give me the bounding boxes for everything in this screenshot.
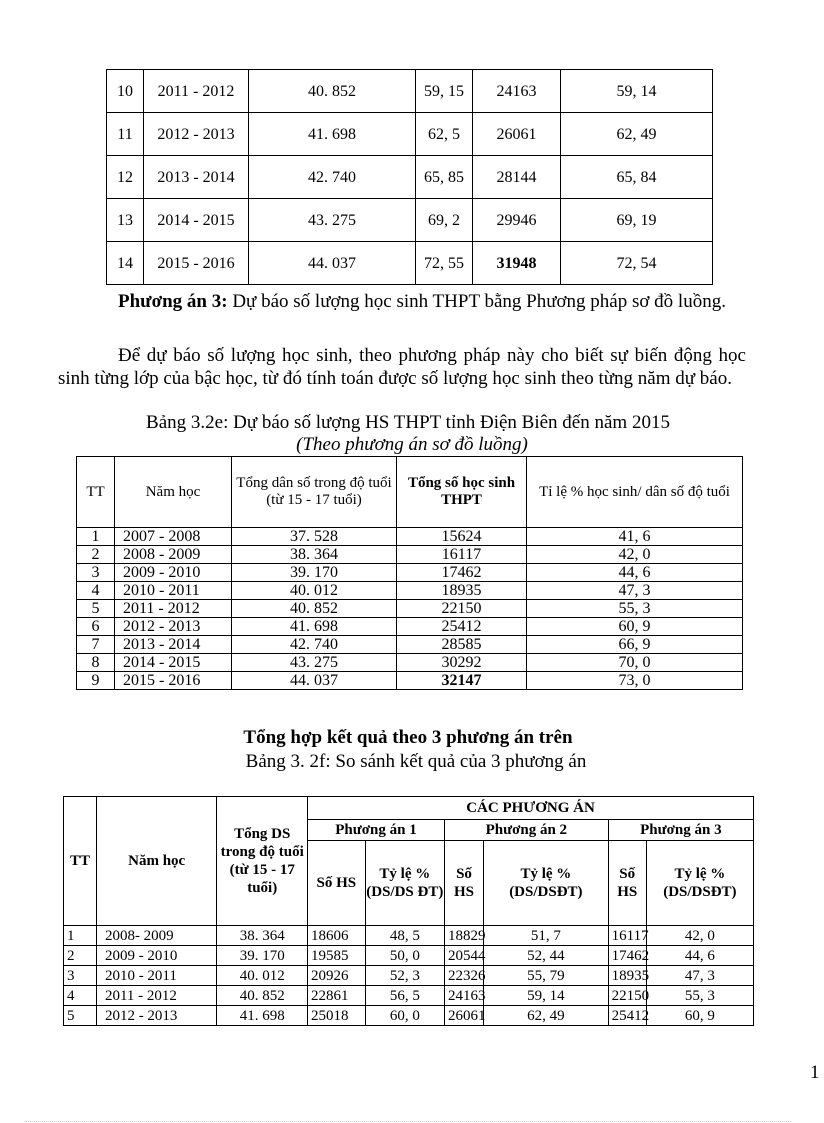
- table-row: [107, 113, 713, 156]
- table-cell: 5: [64, 1006, 97, 1026]
- table-row: [107, 70, 713, 113]
- table-cell: 55, 3: [527, 600, 743, 618]
- header-ti-le: Tỉ lệ % học sinh/ dân số độ tuổi: [527, 457, 743, 528]
- table-cell: 42. 740: [232, 636, 397, 654]
- table-cell: 44, 6: [646, 946, 753, 966]
- table-row: [77, 564, 743, 582]
- table-cell: 2012 - 2013: [115, 618, 232, 636]
- table-cell: 40. 012: [232, 582, 397, 600]
- header-so-hs-2: Số HS: [444, 841, 483, 926]
- table-cell: 41, 6: [527, 528, 743, 546]
- header-tong-ds: Tổng DS trong độ tuổi (từ 15 - 17 tuổi): [217, 797, 308, 926]
- header-nam-hoc: Năm học: [115, 457, 232, 528]
- table-cell: 40. 852: [249, 70, 416, 113]
- table-cell: 40. 852: [217, 986, 308, 1006]
- table-cell: 12: [107, 156, 144, 199]
- table-cell: 7: [77, 636, 115, 654]
- table-cell: 59, 14: [561, 70, 713, 113]
- table-cell: 60, 0: [365, 1006, 444, 1026]
- header-phuong-an-3: Phương án 3: [608, 820, 753, 841]
- table-cell: 55, 79: [484, 966, 609, 986]
- table-row: [77, 618, 743, 636]
- table-cell: 3: [77, 564, 115, 582]
- table-cell: 60, 9: [527, 618, 743, 636]
- table-cell: 26061: [473, 113, 561, 156]
- table-cell: 66, 9: [527, 636, 743, 654]
- header-nam-hoc: Năm học: [96, 797, 216, 926]
- page-number: 1: [810, 1062, 820, 1083]
- table-row: [107, 199, 713, 242]
- table-row: [107, 242, 713, 285]
- table-cell: 47, 3: [527, 582, 743, 600]
- table-cell: 69, 2: [416, 199, 473, 242]
- table-cell: 2008- 2009: [96, 926, 216, 946]
- table-cell: 43. 275: [249, 199, 416, 242]
- table-cell: 2007 - 2008: [115, 528, 232, 546]
- table-cell: 10: [107, 70, 144, 113]
- table-cell: 51, 7: [484, 926, 609, 946]
- table-cell: 62, 5: [416, 113, 473, 156]
- table-cell: 72, 55: [416, 242, 473, 285]
- table-cell: 6: [77, 618, 115, 636]
- table-cell: 8: [77, 654, 115, 672]
- table-cell: 1: [64, 926, 97, 946]
- header-tt: TT: [77, 457, 115, 528]
- table-cell: 73, 0: [527, 672, 743, 690]
- table-cell: 2010 - 2011: [115, 582, 232, 600]
- table-cell: 18935: [397, 582, 527, 600]
- table-cell: 2011 - 2012: [115, 600, 232, 618]
- page-bottom-divider: [25, 1121, 791, 1122]
- table-cell: 2013 - 2014: [115, 636, 232, 654]
- table-row: [77, 600, 743, 618]
- table-cell: 19585: [308, 946, 366, 966]
- table-row: [64, 986, 754, 1006]
- table-row: [77, 582, 743, 600]
- table2-subcaption: (Theo phương án sơ đồ luồng): [296, 434, 528, 455]
- table-cell: 42, 0: [527, 546, 743, 564]
- table-cell: 2012 - 2013: [144, 113, 249, 156]
- table-row: [77, 654, 743, 672]
- table-cell: 59, 14: [484, 986, 609, 1006]
- table-cell: 2011 - 2012: [96, 986, 216, 1006]
- table-cell: 22326: [444, 966, 483, 986]
- table-cell: 4: [77, 582, 115, 600]
- table-cell: 30292: [397, 654, 527, 672]
- table-cell: 44. 037: [232, 672, 397, 690]
- table-cell: 42. 740: [249, 156, 416, 199]
- table-cell: 39. 170: [232, 564, 397, 582]
- table-cell: 2013 - 2014: [144, 156, 249, 199]
- header-tong-so-hoc-sinh: Tổng số học sinh THPT: [397, 457, 527, 528]
- method3-label: Phương án 3:: [118, 291, 228, 312]
- header-cac-phuong-an: CÁC PHƯƠNG ÁN: [308, 797, 754, 820]
- table-cell: 65, 85: [416, 156, 473, 199]
- header-phuong-an-2: Phương án 2: [444, 820, 608, 841]
- table-cell: 16117: [397, 546, 527, 564]
- table-row: [77, 672, 743, 690]
- table-cell: 31948: [473, 242, 561, 285]
- table-cell: 9: [77, 672, 115, 690]
- table-cell: 2015 - 2016: [115, 672, 232, 690]
- table-cell: 26061: [444, 1006, 483, 1026]
- header-so-hs-3: Số HS: [608, 841, 646, 926]
- table-cell: 2012 - 2013: [96, 1006, 216, 1026]
- header-ty-le-2: Tỷ lệ % (DS/DSĐT): [484, 841, 609, 926]
- table-cell: 22150: [397, 600, 527, 618]
- table-cell: 55, 3: [646, 986, 753, 1006]
- table-cell: 39. 170: [217, 946, 308, 966]
- table-cell: 40. 852: [232, 600, 397, 618]
- table-cell: 18606: [308, 926, 366, 946]
- table-cell: 44, 6: [527, 564, 743, 582]
- table-cell: 47, 3: [646, 966, 753, 986]
- table-cell: 2010 - 2011: [96, 966, 216, 986]
- header-so-hs-1: Số HS: [308, 841, 366, 926]
- table-cell: 29946: [473, 199, 561, 242]
- summary-title: Tổng hợp kết quả theo 3 phương án trên: [243, 727, 573, 748]
- table-cell: 40. 012: [217, 966, 308, 986]
- table-cell: 37. 528: [232, 528, 397, 546]
- table-cell: 11: [107, 113, 144, 156]
- table-cell: 44. 037: [249, 242, 416, 285]
- table-cell: 16117: [608, 926, 646, 946]
- table-row: [64, 946, 754, 966]
- table-cell: 42, 0: [646, 926, 753, 946]
- header-ty-le-1: Tỷ lệ % (DS/DS ĐT): [365, 841, 444, 926]
- table-row: [77, 546, 743, 564]
- table-cell: 62, 49: [484, 1006, 609, 1026]
- table-cell: 18829: [444, 926, 483, 946]
- method3-paragraph: Để dự báo số lượng học sinh, theo phương pháp này cho biết sự biến động học sinh từng lớp của bậc học, từ đó tính toán được số lượng học sinh theo từng năm dự báo.: [58, 345, 746, 389]
- table-cell: 2009 - 2010: [115, 564, 232, 582]
- table-cell: 50, 0: [365, 946, 444, 966]
- table-row: [64, 1006, 754, 1026]
- table-cell: 25412: [608, 1006, 646, 1026]
- table2-caption: Bảng 3.2e: Dự báo số lượng HS THPT tỉnh Điện Biên đến năm 2015: [146, 412, 670, 433]
- table-cell: 2014 - 2015: [115, 654, 232, 672]
- table-cell: 25412: [397, 618, 527, 636]
- table-row: [107, 156, 713, 199]
- table-cell: 2014 - 2015: [144, 199, 249, 242]
- table-cell: 65, 84: [561, 156, 713, 199]
- table-cell: 43. 275: [232, 654, 397, 672]
- table-cell: 62, 49: [561, 113, 713, 156]
- header-tt: TT: [64, 797, 97, 926]
- flow-method-forecast-table: [76, 456, 743, 690]
- table-cell: 28585: [397, 636, 527, 654]
- method3-title: Dự báo số lượng học sinh THPT bằng Phương pháp sơ đồ luồng.: [227, 291, 726, 312]
- table-cell: 41. 698: [249, 113, 416, 156]
- table-cell: 56, 5: [365, 986, 444, 1006]
- table-cell: 1: [77, 528, 115, 546]
- table-cell: 52, 3: [365, 966, 444, 986]
- table-cell: 38. 364: [232, 546, 397, 564]
- table-cell: 13: [107, 199, 144, 242]
- table-cell: 41. 698: [232, 618, 397, 636]
- table-cell: 52, 44: [484, 946, 609, 966]
- table-cell: 22861: [308, 986, 366, 1006]
- table-row: [64, 926, 754, 946]
- table-cell: 60, 9: [646, 1006, 753, 1026]
- table-cell: 32147: [397, 672, 527, 690]
- table-row: [77, 528, 743, 546]
- table-cell: 3: [64, 966, 97, 986]
- table-row: [64, 966, 754, 986]
- table-cell: 70, 0: [527, 654, 743, 672]
- table-cell: 2015 - 2016: [144, 242, 249, 285]
- header-ty-le-3: Tỷ lệ % (DS/DSĐT): [646, 841, 753, 926]
- header-phuong-an-1: Phương án 1: [308, 820, 445, 841]
- table-cell: 2008 - 2009: [115, 546, 232, 564]
- header-tong-dan-so: Tổng dân số trong độ tuổi (từ 15 - 17 tuổi): [232, 457, 397, 528]
- table-cell: 2011 - 2012: [144, 70, 249, 113]
- table-cell: 14: [107, 242, 144, 285]
- table-cell: 72, 54: [561, 242, 713, 285]
- table-row: [77, 636, 743, 654]
- table-cell: 24163: [473, 70, 561, 113]
- table-cell: 2009 - 2010: [96, 946, 216, 966]
- table-cell: 38. 364: [217, 926, 308, 946]
- method3-heading: [58, 290, 746, 313]
- table-cell: 17462: [608, 946, 646, 966]
- table-cell: 15624: [397, 528, 527, 546]
- table-cell: 4: [64, 986, 97, 1006]
- table-cell: 25018: [308, 1006, 366, 1026]
- table-cell: 20544: [444, 946, 483, 966]
- table-cell: 24163: [444, 986, 483, 1006]
- table-cell: 41. 698: [217, 1006, 308, 1026]
- table3-caption: Bảng 3. 2f: So sánh kết quả của 3 phương án: [245, 751, 587, 772]
- table-cell: 69, 19: [561, 199, 713, 242]
- table-cell: 48, 5: [365, 926, 444, 946]
- table-cell: 2: [77, 546, 115, 564]
- forecast-table-continued: [106, 69, 713, 285]
- table-cell: 22150: [608, 986, 646, 1006]
- table-cell: 28144: [473, 156, 561, 199]
- table-cell: 5: [77, 600, 115, 618]
- comparison-table: [63, 796, 754, 1026]
- table-cell: 2: [64, 946, 97, 966]
- table-cell: 17462: [397, 564, 527, 582]
- table-cell: 59, 15: [416, 70, 473, 113]
- table-cell: 20926: [308, 966, 366, 986]
- table-cell: 18935: [608, 966, 646, 986]
